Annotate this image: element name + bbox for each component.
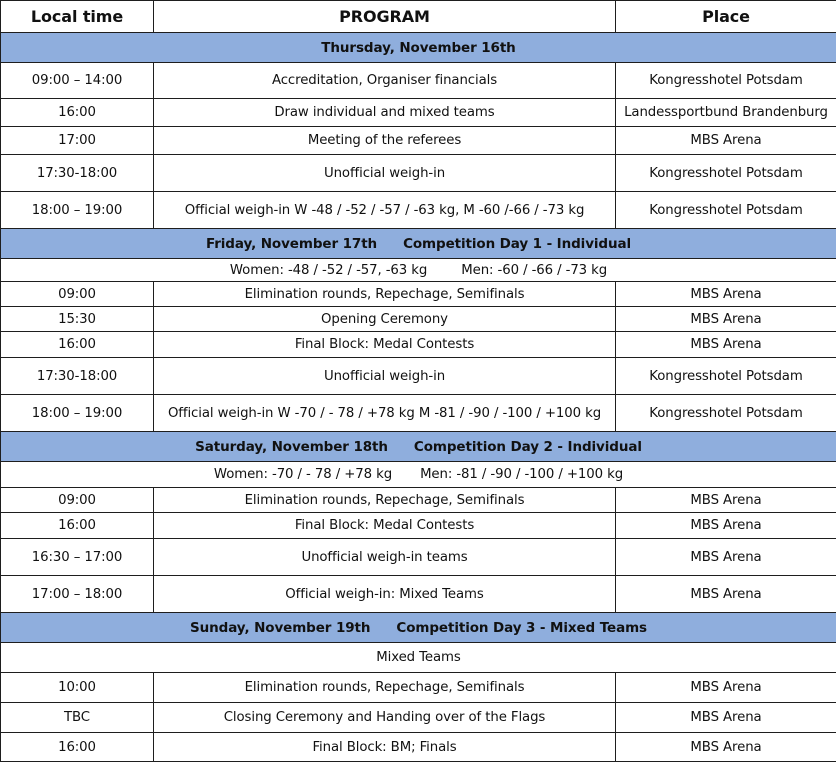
time-cell: 18:00 – 19:00 <box>1 395 154 432</box>
program-cell: Official weigh-in: Mixed Teams <box>154 576 616 613</box>
place-cell: MBS Arena <box>616 673 836 703</box>
program-cell: Final Block: Medal Contests <box>154 332 616 358</box>
time-cell: 17:30-18:00 <box>1 358 154 395</box>
time-cell: 16:30 – 17:00 <box>1 539 154 576</box>
program-cell: Elimination rounds, Repechage, Semifinals <box>154 282 616 307</box>
place-cell: Kongresshotel Potsdam <box>616 358 836 395</box>
table-row <box>1 513 836 539</box>
program-cell: Final Block: BM; Finals <box>154 733 616 762</box>
place-cell: Landessportbund Brandenburg <box>616 99 836 127</box>
day-title-cell <box>1 432 836 462</box>
place-cell: Kongresshotel Potsdam <box>616 155 836 192</box>
program-cell: Elimination rounds, Repechage, Semifinals <box>154 488 616 513</box>
place-cell: MBS Arena <box>616 307 836 332</box>
header-program: PROGRAM <box>154 1 616 33</box>
table-row <box>1 99 836 127</box>
time-cell: 09:00 <box>1 488 154 513</box>
time-cell: 10:00 <box>1 673 154 703</box>
place-cell: MBS Arena <box>616 733 836 762</box>
program-cell: Official weigh-in W -70 / - 78 / +78 kg M -81 / -90 / -100 / +100 kg <box>154 395 616 432</box>
place-cell: MBS Arena <box>616 513 836 539</box>
program-cell: Unofficial weigh-in <box>154 358 616 395</box>
time-cell: 18:00 – 19:00 <box>1 192 154 229</box>
place-cell: Kongresshotel Potsdam <box>616 192 836 229</box>
place-cell: MBS Arena <box>616 703 836 733</box>
table-row <box>1 539 836 576</box>
place-cell: MBS Arena <box>616 488 836 513</box>
day-title: Competition Day 2 - Individual <box>413 438 642 455</box>
program-cell: Elimination rounds, Repechage, Semifinals <box>154 673 616 703</box>
table-row <box>1 703 836 733</box>
table-row <box>1 155 836 192</box>
time-cell: 17:30-18:00 <box>1 155 154 192</box>
program-cell: Official weigh-in W -48 / -52 / -57 / -63 kg, M -60 /-66 / -73 kg <box>154 192 616 229</box>
weight-classes-cell <box>1 462 836 488</box>
place-cell: MBS Arena <box>616 539 836 576</box>
weight-classes-row <box>1 259 836 282</box>
header-place: Place <box>616 1 836 33</box>
program-cell: Unofficial weigh-in teams <box>154 539 616 576</box>
program-cell: Meeting of the referees <box>154 127 616 155</box>
program-cell: Opening Ceremony <box>154 307 616 332</box>
day-title: Competition Day 3 - Mixed Teams <box>396 619 647 636</box>
time-cell: 17:00 <box>1 127 154 155</box>
place-cell: MBS Arena <box>616 282 836 307</box>
day-date: Thursday, November 16th <box>1 33 836 63</box>
time-cell: 16:00 <box>1 99 154 127</box>
men-weights: Men: -81 / -90 / -100 / +100 kg <box>420 467 624 482</box>
time-cell: TBC <box>1 703 154 733</box>
time-cell: 16:00 <box>1 332 154 358</box>
place-cell: MBS Arena <box>616 127 836 155</box>
day-title: Competition Day 1 - Individual <box>403 235 632 252</box>
women-weights: Women: -70 / - 78 / +78 kg <box>213 467 393 482</box>
table-row <box>1 395 836 432</box>
table-row <box>1 488 836 513</box>
program-cell: Unofficial weigh-in <box>154 155 616 192</box>
day-date: Saturday, November 18th <box>195 438 388 455</box>
day-header-friday <box>1 229 836 259</box>
table-row <box>1 127 836 155</box>
program-cell: Final Block: Medal Contests <box>154 513 616 539</box>
day-header-sunday <box>1 613 836 643</box>
table-row <box>1 307 836 332</box>
place-cell: Kongresshotel Potsdam <box>616 63 836 99</box>
table-row <box>1 332 836 358</box>
table-row <box>1 192 836 229</box>
header-row <box>1 1 836 33</box>
day-header-thursday <box>1 33 836 63</box>
table-row <box>1 358 836 395</box>
time-cell: 09:00 – 14:00 <box>1 63 154 99</box>
header-local-time: Local time <box>1 1 154 33</box>
day-title-cell <box>1 229 836 259</box>
table-row <box>1 733 836 762</box>
men-weights: Men: -60 / -66 / -73 kg <box>461 262 608 278</box>
time-cell: 15:30 <box>1 307 154 332</box>
place-cell: MBS Arena <box>616 332 836 358</box>
day-title-cell <box>1 613 836 643</box>
day-header-saturday <box>1 432 836 462</box>
subtitle-row <box>1 643 836 673</box>
table-row <box>1 673 836 703</box>
program-cell: Closing Ceremony and Handing over of the Flags <box>154 703 616 733</box>
weight-classes-row <box>1 462 836 488</box>
day-date: Sunday, November 19th <box>189 619 371 636</box>
table-row <box>1 282 836 307</box>
time-cell: 09:00 <box>1 282 154 307</box>
day-date: Friday, November 17th <box>205 235 378 252</box>
time-cell: 17:00 – 18:00 <box>1 576 154 613</box>
women-weights: Women: -48 / -52 / -57, -63 kg <box>229 262 428 278</box>
time-cell: 16:00 <box>1 733 154 762</box>
program-cell: Draw individual and mixed teams <box>154 99 616 127</box>
table-row <box>1 576 836 613</box>
time-cell: 16:00 <box>1 513 154 539</box>
place-cell: MBS Arena <box>616 576 836 613</box>
weight-classes-cell <box>1 259 836 282</box>
place-cell: Kongresshotel Potsdam <box>616 395 836 432</box>
program-cell: Accreditation, Organiser financials <box>154 63 616 99</box>
mixed-teams-label: Mixed Teams <box>1 643 836 673</box>
table-row <box>1 63 836 99</box>
